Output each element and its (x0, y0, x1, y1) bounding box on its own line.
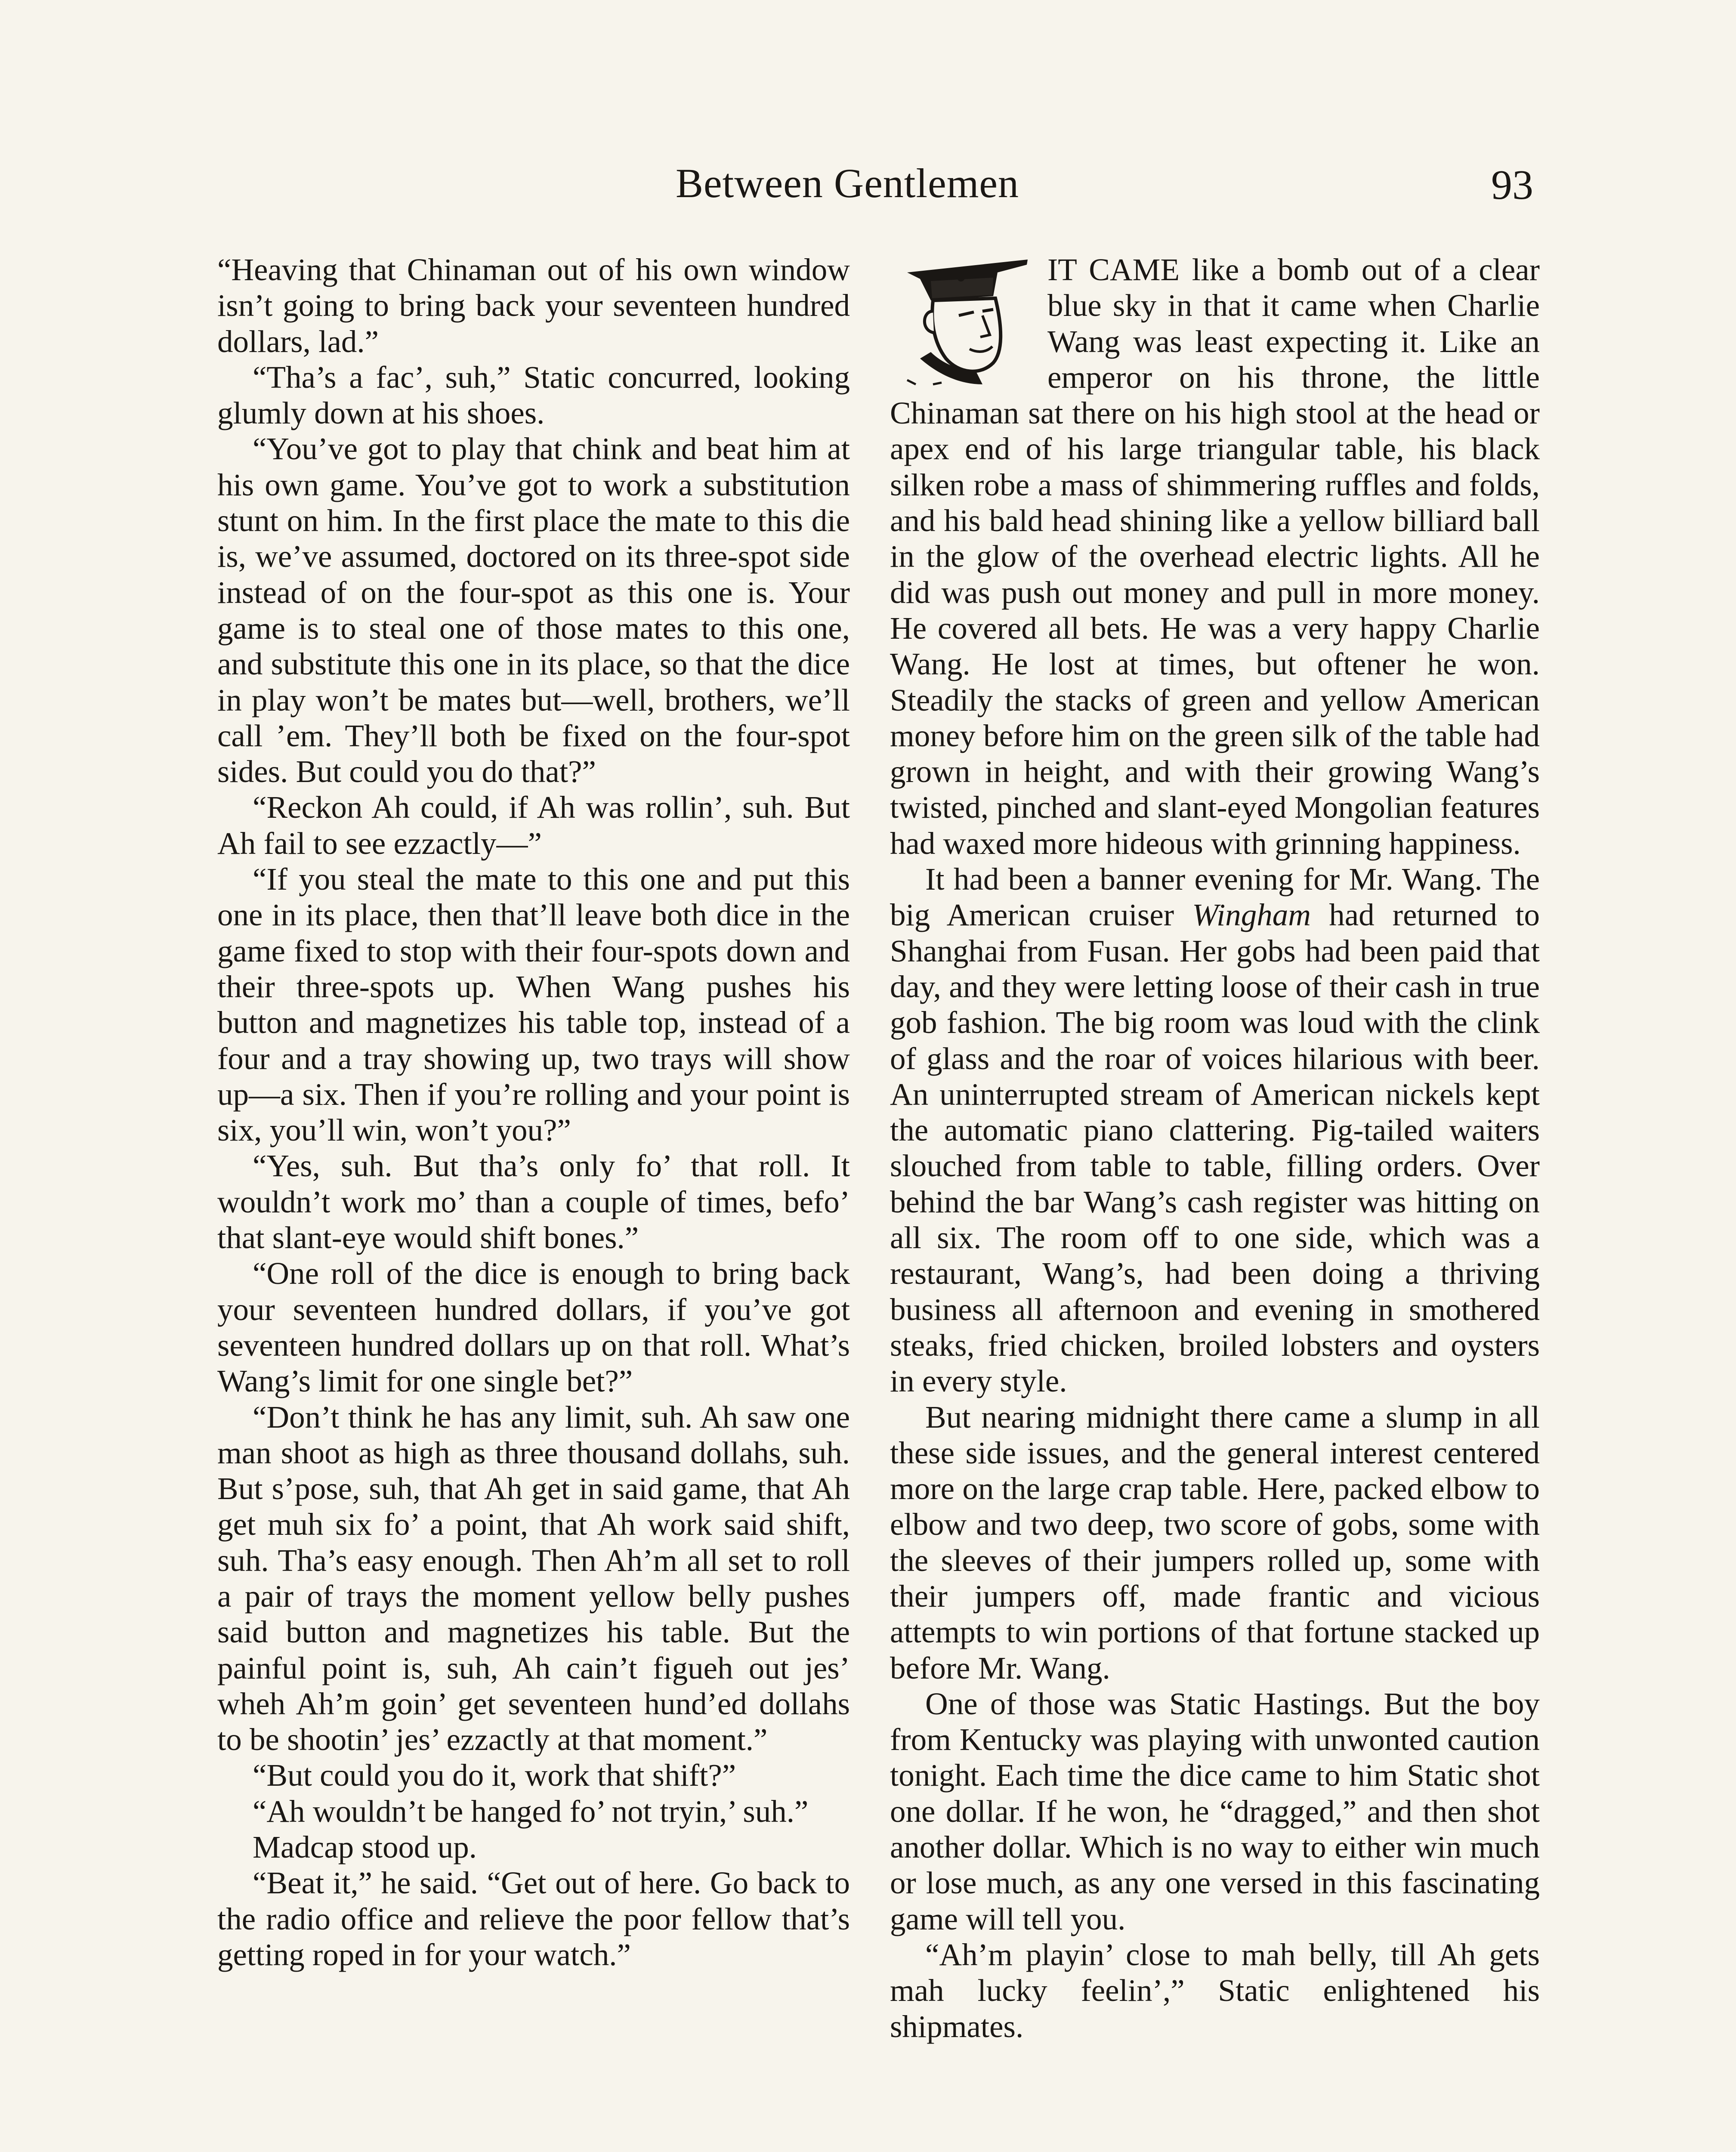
paragraph: “Ah’m playin’ close to mah belly, till Ah gets mah lucky feelin’,” Static enlightened his shipmates. (890, 1937, 1540, 2044)
paragraph-text: It had been a banner evening for Mr. Wang. The big American cruiser (890, 862, 1540, 933)
ship-name: Wingham (1192, 897, 1311, 933)
paragraph: “Heaving that Chinaman out of his own window isn’t going to bring back your seventeen hundred dollars, lad.” (217, 252, 850, 359)
chinaman-head-icon (890, 255, 1036, 389)
paragraph-text: had returned to Shanghai from Fusan. Her gobs had been paid that day, and they were letting loose of their cash in true gob fashion. The big room was loud with the clink of glass and the roar of voices hilarious with beer. An uninterrupted stream of American nickels kept the automatic piano clattering. Pig-tailed waiters slouched from table to table, filling orders. Over behind the bar Wang’s cash register was hitting on all six. The room off to one side, which was a restaurant, Wang’s, had been doing a thriving business all afternoon and evening in smothered steaks, fried chicken, broiled lobsters and oysters in every style. (890, 897, 1540, 1399)
paragraph: “But could you do it, work that shift?” (253, 1758, 736, 1793)
left-column (217, 252, 850, 1973)
paragraph: “Tha’s a fac’, suh,” Static concurred, looking glumly down at his shoes. (217, 359, 850, 431)
page-number: 93 (1491, 162, 1533, 208)
paragraph (890, 861, 1540, 1399)
paragraph: Madcap stood up. (253, 1830, 477, 1865)
right-column (890, 252, 1540, 2044)
paragraph: “Beat it,” he said. “Get out of here. Go back to the radio office and relieve the poor fellow that’s getting roped in for your watch.” (217, 1865, 850, 1972)
paragraph: But nearing midnight there came a slump in all these side issues, and the general interest centered more on the large crap table. Here, packed elbow to elbow and two deep, two score of gobs, some with the sleeves of their jumpers rolled up, some with their jumpers off, made frantic and vicious attempts to win portions of that fortune stacked up before Mr. Wang. (890, 1399, 1540, 1685)
paragraph: “Ah wouldn’t be hanged fo’ not tryin,’ suh.” (253, 1793, 809, 1829)
opening-section (890, 252, 1540, 861)
running-title: Between Gentlemen (676, 160, 1019, 206)
paragraph: “One roll of the dice is enough to bring back your seventeen hundred dollars, if you’ve got seventeen hundred dollars up on that roll. What’s Wang’s limit for one single bet?” (217, 1256, 850, 1399)
paragraph: “If you steal the mate to this one and put this one in its place, then that’ll leave both dice in the game fixed to stop with their four-spots down and their three-spots up. When Wang pushes his button and magnetizes his table top, instead of a four and a tray showing up, two trays will show up—a six. Then if you’re rolling and your point is six, you’ll win, won’t you?” (217, 862, 850, 1148)
paragraph: “Reckon Ah could, if Ah was rollin’, suh. But Ah fail to see ezzactly—” (217, 790, 850, 861)
opening-paragraph: IT CAME like a bomb out of a clear blue sky in that it came when Charlie Wang was least expecting it. Like an emperor on his throne, the little Chinaman sat there on his high stool at the head or apex end of his large triangular table, his black silken robe a mass of shimmering ruffles and folds, and his bald head shining like a yellow billiard ball in the glow of the overhead electric lights. All he did was push out money and pull in more money. He covered all bets. He was a very happy Charlie Wang. He lost at times, but oftener he won. Steadily the stacks of green and yellow American money before him on the green silk of the table had grown in height, and with their growing Wang’s twisted, pinched and slant-eyed Mongolian features had waxed more hideous with grinning happiness. (890, 252, 1540, 861)
paragraph: “You’ve got to play that chink and beat him at his own game. You’ve got to work a substitution stunt on him. In the first place the mate to this die is, we’ve assumed, doctored on its three-spot side instead of on the four-spot as this one is. Your game is to steal one of those mates to this one, and substitute this one in its place, so that the dice in play won’t be mates but—well, brothers, we’ll call ’em. They’ll both be fixed on the four-spot sides. But could you do that?” (217, 431, 850, 789)
paragraph: “Don’t think he has any limit, suh. Ah saw one man shoot as high as three thousand dollahs, suh. But s’pose, suh, that Ah get in said game, that Ah get muh six fo’ a point, that Ah work said shift, suh. Tha’s easy enough. Then Ah’m all set to roll a pair of trays the moment yellow belly pushes said button and magnetizes his table. But the painful point is, suh, Ah cain’t figueh out jes’ wheh Ah’m goin’ get seventeen hund’ed dollahs to be shootin’ jes’ ezzactly at that moment.” (217, 1399, 850, 1757)
paragraph: One of those was Static Hastings. But the boy from Kentucky was playing with unwonted caution tonight. Each time the dice came to him Static shot one dollar. If he won, he “dragged,” and then shot another dollar. Which is no way to either win much or lose much, as any one versed in this fascinating game will tell you. (890, 1686, 1540, 1936)
page-header (0, 159, 1736, 220)
paragraph: “Yes, suh. But tha’s only fo’ that roll. It wouldn’t work mo’ than a couple of times, befo’ that slant-eye would shift bones.” (217, 1148, 850, 1255)
